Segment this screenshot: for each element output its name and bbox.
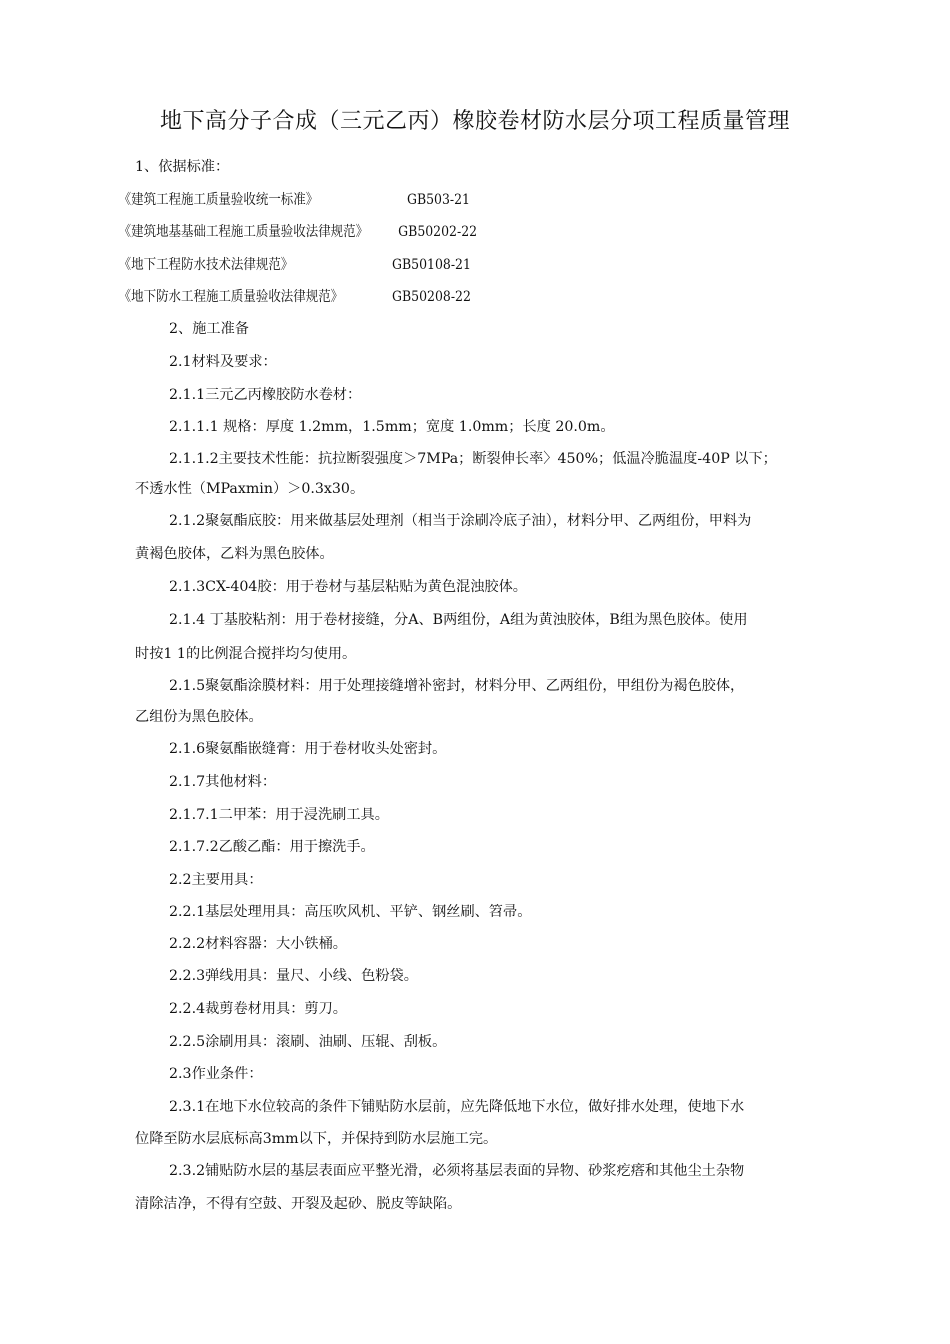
subsection-heading: 2.1.7其他材料： — [169, 774, 277, 790]
paragraph-line: 2.1.1.2主要技术性能：抗拉断裂强度＞7MPa；断裂伸长率〉450%；低温冷脆温度-40P 以下； — [169, 451, 777, 467]
paragraph-line: 2.2.4裁剪卷材用具：剪刀。 — [169, 1001, 347, 1017]
standard-name: 《地下防水工程施工质量验收法律规范》 — [118, 289, 344, 305]
paragraph-line: 2.1.1.1 规格：厚度 1.2mm，1.5mm；宽度 1.0mm；长度 20.0m。 — [169, 419, 615, 435]
paragraph-line: 乙组份为黑色胶体。 — [135, 709, 263, 725]
subsection-heading: 2.2主要用具： — [169, 872, 263, 888]
paragraph-line: 2.2.1基层处理用具：高压吹风机、平铲、钢丝刷、笤帚。 — [169, 904, 532, 920]
paragraph-line: 位降至防水层底标高3mm以下，并保持到防水层施工完。 — [135, 1131, 498, 1147]
paragraph-line: 2.1.3CX-404胶：用于卷材与基层粘贴为黄色混浊胶体。 — [169, 579, 527, 595]
paragraph-line: 2.1.4 丁基胶粘剂：用于卷材接缝，分A、B两组份，A组为黄浊胶体，B组为黑色胶体。使用 — [169, 612, 748, 628]
paragraph-line: 清除洁净，不得有空鼓、开裂及起砂、脱皮等缺陷。 — [135, 1196, 462, 1212]
paragraph-line: 2.2.2材料容器：大小铁桶。 — [169, 936, 347, 952]
standard-code: GB50108-21 — [392, 257, 471, 273]
standard-name: 《地下工程防水技术法律规范》 — [118, 257, 294, 273]
paragraph-line: 2.3.1在地下水位较高的条件下铺贴防水层前，应先降低地下水位，做好排水处理，使地下水 — [169, 1099, 745, 1115]
standard-code: GB50202-22 — [398, 224, 478, 240]
standard-code: GB503-21 — [406, 192, 470, 208]
paragraph-line: 黄褐色胶体，乙料为黑色胶体。 — [135, 546, 334, 562]
standard-name: 《建筑地基基础工程施工质量验收法律规范》 — [118, 224, 369, 240]
paragraph-line: 2.2.5涂刷用具：滚刷、油刷、压辊、刮板。 — [169, 1034, 447, 1050]
paragraph-line: 2.3.2铺贴防水层的基层表面应平整光滑，必须将基层表面的异物、砂浆疙瘩和其他尘土杂物 — [169, 1163, 745, 1179]
paragraph-line: 2.1.5聚氨酯涂膜材料：用于处理接缝增补密封，材料分甲、乙两组份，甲组份为褐色胶体， — [169, 678, 745, 694]
paragraph-line: 2.1.1三元乙丙橡胶防水卷材： — [169, 387, 362, 403]
document-title: 地下高分子合成（三元乙丙）橡胶卷材防水层分项工程质量管理 — [159, 109, 790, 134]
paragraph-line: 2.1.7.1二甲苯：用于浸洗刷工具。 — [169, 807, 389, 823]
paragraph-line: 时按1 1的比例混合搅拌均匀使用。 — [135, 646, 357, 662]
standard-code: GB50208-22 — [392, 289, 471, 305]
section-heading: 2、施工准备 — [169, 321, 249, 337]
subsection-heading: 2.1材料及要求： — [169, 354, 277, 370]
paragraph-line: 2.1.2聚氨酯底胶：用来做基层处理剂（相当于涂刷冷底子油），材料分甲、乙两组份，甲料为 — [169, 513, 752, 529]
paragraph-line: 不透水性（MPaxmin）＞0.3x30。 — [135, 481, 365, 497]
paragraph-line: 2.1.7.2乙酸乙酯：用于擦洗手。 — [169, 839, 375, 855]
paragraph-line: 2.2.3弹线用具：量尺、小线、色粉袋。 — [169, 968, 418, 984]
paragraph-line: 2.1.6聚氨酯嵌缝膏：用于卷材收头处密封。 — [169, 741, 447, 757]
standard-name: 《建筑工程施工质量验收统一标准》 — [118, 192, 319, 208]
subsection-heading: 2.3作业条件： — [169, 1066, 263, 1082]
section-heading: 1、依据标准： — [135, 159, 230, 175]
